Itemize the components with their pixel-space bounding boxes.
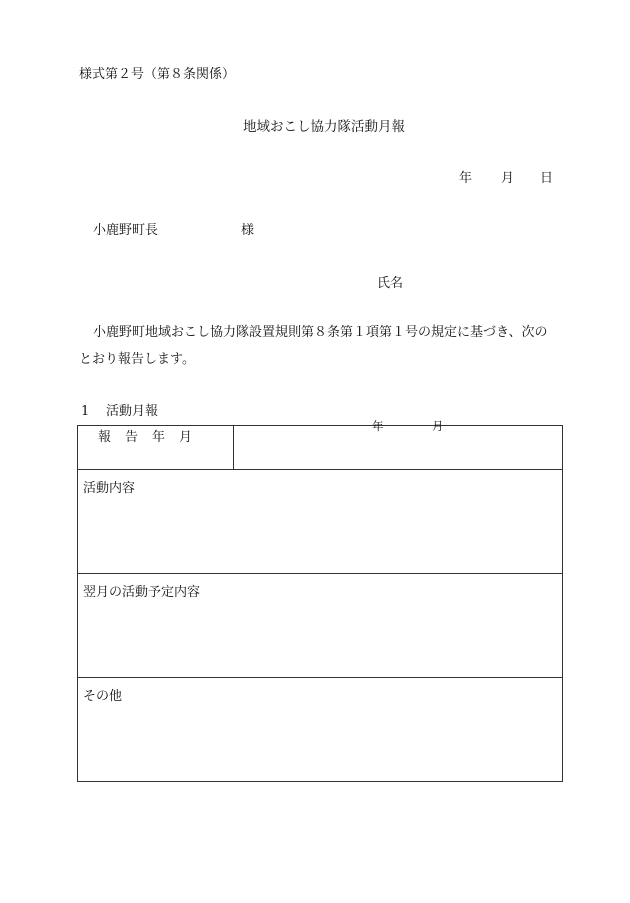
activity-content-label: 活動内容 [83, 481, 136, 496]
next-month-plan-label: 翌月の活動予定内容 [83, 585, 201, 600]
section-title: 活動月報 [106, 404, 159, 419]
section-number: 1 [81, 404, 90, 419]
label-char: 報 [98, 430, 112, 445]
label-char: 年 [152, 430, 166, 445]
body-line-1: 小鹿野町地域おこし協力隊設置規則第８条第１項第１号の規定に基づき、次の [93, 325, 548, 340]
report-period-row [78, 426, 563, 470]
activity-report-table [77, 419, 563, 782]
other-row [78, 678, 563, 782]
sender-name-label: 氏名 [377, 276, 404, 291]
label-char: 月 [179, 430, 193, 445]
addressee-name: 小鹿野町長 [93, 223, 159, 238]
addressee-honorific: 様 [241, 223, 255, 238]
label-char: 告 [125, 430, 139, 445]
other-cell[interactable] [78, 678, 563, 782]
report-period-value[interactable] [234, 419, 563, 470]
form-number: 様式第２号（第８条関係） [79, 67, 236, 82]
report-period-label [78, 426, 234, 470]
report-year-label: 年 [372, 419, 384, 433]
other-label: その他 [83, 689, 123, 704]
activity-content-row [78, 470, 563, 574]
body-line-2: とおり報告します。 [79, 352, 195, 367]
next-month-plan-row [78, 574, 563, 678]
date-month: 月 [501, 171, 515, 186]
date-day: 日 [540, 171, 554, 186]
date-year: 年 [459, 171, 473, 186]
report-month-label: 月 [432, 419, 444, 433]
next-month-plan-cell[interactable] [78, 574, 563, 678]
document-title: 地域おこし協力隊活動月報 [243, 119, 405, 135]
activity-content-cell[interactable] [78, 470, 563, 574]
